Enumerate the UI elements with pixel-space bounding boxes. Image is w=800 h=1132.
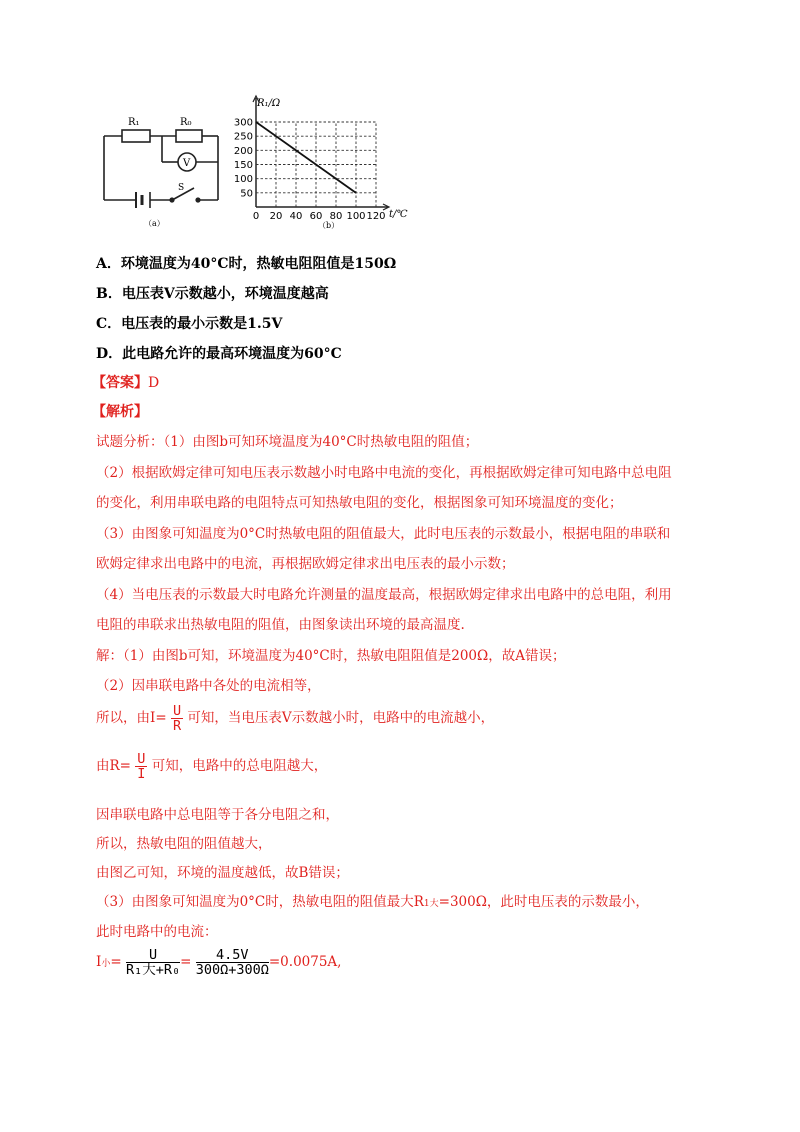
x-tick-label: 0 — [252, 211, 260, 222]
x-tick-label: 40 — [289, 211, 303, 222]
formula-prefix: 所以，由I= — [96, 710, 167, 726]
x-tick-label: 20 — [269, 211, 283, 222]
r0-label: R₀ — [180, 117, 192, 128]
fraction-numerator: U — [172, 703, 182, 719]
y-tick-label: 100 — [233, 174, 253, 186]
graph-ylabel: R₁/Ω — [257, 98, 281, 109]
x-tick-label: 60 — [309, 211, 323, 222]
current-subscript: 小 — [101, 959, 111, 969]
x-tick-label: 120 — [366, 211, 386, 222]
analysis-line-2: （2）根据欧姆定律可知电压表示数越小时电路中电流的变化，再根据欧姆定律可知电路中总电阻 — [96, 465, 672, 481]
fraction-current-formula — [126, 948, 180, 977]
formula-prefix: 由R= — [96, 758, 131, 774]
graph-caption: （b） — [318, 221, 340, 230]
answer-row — [92, 372, 159, 392]
circuit-diagram — [104, 130, 218, 208]
text-part: （3）由图象可知温度为0°C时，热敏电阻的阻值最大R — [96, 894, 424, 910]
answer-tag: 【答案】 — [92, 375, 148, 391]
y-tick-label: 150 — [233, 160, 253, 171]
fraction-current-values — [196, 948, 269, 977]
fraction-denominator: 300Ω+300Ω — [195, 962, 269, 978]
r1-resistor — [122, 130, 150, 142]
analysis-line-1: 试题分析：（1）由图b可知环境温度为40°C时热敏电阻的阻值； — [96, 434, 479, 450]
formula-suffix: 可知，电路中的总电阻越大， — [151, 758, 328, 774]
solution-line-9: 此时电路中的电流： — [96, 924, 218, 940]
analysis-line-5: 欧姆定律求出电路中的电流，再根据欧姆定律求出电压表的最小示数； — [96, 556, 515, 572]
x-tick-label: 80 — [329, 211, 343, 222]
current-result: =0.0075A, — [268, 954, 342, 970]
y-tick-label: 300 — [233, 117, 253, 129]
fraction-u-over-r — [171, 704, 183, 733]
figure — [98, 92, 428, 232]
analysis-line-6: （4）当电压表的示数最大时电路允许测量的温度最高，根据欧姆定律求出电路中的总电阻，利用 — [96, 587, 672, 603]
fraction-denominator: I — [137, 766, 146, 782]
voltmeter-label: V — [183, 158, 191, 169]
fraction-u-over-i — [135, 752, 147, 781]
current-symbol: I — [96, 954, 102, 970]
fraction-denominator: R₁大+R₀ — [125, 962, 181, 978]
solution-line-4 — [96, 752, 327, 781]
r1-label: R₁ — [128, 117, 140, 128]
solution-line-2: （2）因串联电路中各处的电流相等， — [96, 678, 321, 694]
answer-value: D — [148, 375, 160, 391]
option-d: D．此电路允许的最高环境温度为60°C — [96, 346, 342, 362]
analysis-line-4: （3）由图象可知温度为0°C时热敏电阻的阻值最大，此时电压表的示数最小，根据电阻的串联和 — [96, 526, 671, 542]
resistance-line — [256, 122, 356, 193]
formula-suffix: 可知，当电压表V示数越小时，电路中的电流越小， — [187, 710, 495, 726]
solution-line-5: 因串联电路中总电阻等于各分电阻之和， — [96, 807, 339, 823]
option-c: C．电压表的最小示数是1.5V — [96, 316, 283, 332]
resistance-temperature-graph — [234, 96, 389, 222]
analysis-line-3: 的变化，利用串联电路的电阻特点可知热敏电阻的变化，根据图象可知环境温度的变化； — [96, 495, 623, 511]
y-tick-label: 50 — [240, 188, 253, 200]
fraction-numerator: U — [137, 751, 146, 767]
option-a: A．环境温度为40°C时，热敏电阻阻值是150Ω — [96, 256, 397, 272]
solution-line-3 — [96, 704, 494, 733]
solution-line-10: I小= $\frac{U}{\text{R₁大+R₀}}$ = $\frac{4.5V}{300\Omega+300\Omega}$ =0.0075A, — [96, 947, 342, 978]
option-b: B．电压表V示数越小，环境温度越高 — [96, 286, 329, 302]
r0-resistor — [176, 130, 202, 142]
analysis-tag: 【解析】 — [92, 404, 148, 420]
solution-line-6: 所以，热敏电阻的阻值越大， — [96, 836, 272, 852]
fraction-denominator: R — [172, 718, 182, 734]
graph-xlabel: t/℃ — [389, 209, 408, 220]
analysis-line-7: 电阻的串联求出热敏电阻的阻值，由图象读出环境的最高温度. — [96, 617, 465, 633]
solution-line-1: 解：（1）由图b可知，环境温度为40°C时，热敏电阻阻值是200Ω，故A错误； — [96, 648, 566, 664]
subscript: 1大 — [423, 899, 439, 909]
solution-line-8 — [96, 890, 649, 910]
x-tick-label: 100 — [346, 211, 366, 222]
text-part: =300Ω，此时电压表的示数最小， — [438, 894, 649, 910]
circuit-caption: （a） — [144, 219, 165, 228]
fraction-numerator: U — [126, 948, 180, 963]
y-tick-label: 250 — [233, 131, 253, 143]
fraction-numerator: 4.5V — [196, 948, 269, 963]
switch-label: S — [178, 183, 185, 193]
y-tick-label: 200 — [233, 145, 253, 157]
solution-line-7: 由图乙可知，环境的温度越低，故B错误； — [96, 865, 349, 881]
